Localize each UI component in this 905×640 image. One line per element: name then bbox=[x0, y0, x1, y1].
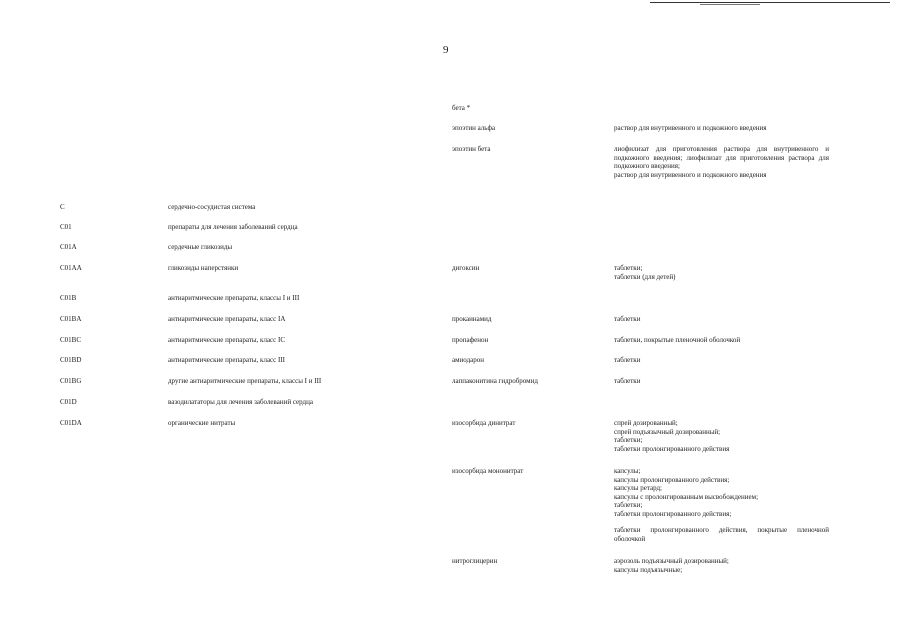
atc-code: C01AA bbox=[60, 264, 82, 272]
form-line: лиофилизат для приготовления раствора для внутривенного и подкожного введения; bbox=[614, 145, 829, 162]
dosage-forms-wrapped bbox=[614, 526, 829, 543]
atc-code: C01A bbox=[60, 243, 77, 251]
atc-group: антиаритмические препараты, класс III bbox=[168, 356, 286, 364]
drug-name: изосорбида динитрат bbox=[452, 419, 516, 427]
form-line: аэрозоль подъязычный дозированный; bbox=[614, 557, 729, 565]
atc-group: антиаритмические препараты, класс IC bbox=[168, 336, 286, 344]
drug-name: дигоксин bbox=[452, 264, 480, 272]
form-line: таблетки; bbox=[614, 501, 643, 509]
form-line: капсулы ретард; bbox=[614, 484, 662, 492]
atc-code: C01 bbox=[60, 223, 72, 231]
form-line: таблетки bbox=[614, 315, 641, 323]
form-line: спрей подъязычный дозированный; bbox=[614, 427, 721, 436]
drug-name: прокаинамид bbox=[452, 315, 492, 323]
drug-name: пропафенон bbox=[452, 336, 489, 344]
form-line: таблетки, покрытые пленочной оболочкой bbox=[614, 336, 741, 344]
form-line: капсулы подъязычные; bbox=[614, 565, 683, 574]
atc-code: C01BG bbox=[60, 377, 82, 385]
drug-name: бета * bbox=[452, 104, 471, 112]
form-line: таблетки bbox=[614, 377, 641, 385]
atc-code: C01BD bbox=[60, 356, 82, 364]
dosage-forms bbox=[614, 557, 729, 574]
form-line: таблетки; bbox=[614, 436, 643, 444]
form-line: раствор для внутривенного и подкожного введения bbox=[614, 124, 767, 132]
dosage-forms bbox=[614, 145, 829, 179]
form-line: спрей дозированный; bbox=[614, 419, 678, 427]
atc-group: другие антиаритмические препараты, классы I и III bbox=[168, 377, 322, 385]
drug-name: амиодарон bbox=[452, 356, 484, 364]
atc-code: C01BA bbox=[60, 315, 82, 323]
dosage-forms bbox=[614, 377, 640, 386]
atc-group: антиаритмические препараты, классы I и III bbox=[168, 294, 300, 302]
drug-name: эпоэтин альфа bbox=[452, 124, 496, 132]
dosage-forms bbox=[614, 356, 640, 365]
form-line: лиофилизат для приготовления раствора для подкожного введения; bbox=[614, 153, 829, 170]
atc-group: гликозиды наперстянки bbox=[168, 264, 239, 272]
dosage-forms bbox=[614, 419, 729, 453]
drug-name: эпоэтин бета bbox=[452, 145, 491, 153]
top-rule-1 bbox=[650, 2, 890, 3]
dosage-forms bbox=[614, 315, 640, 324]
form-line: капсулы; bbox=[614, 467, 641, 475]
dosage-forms bbox=[614, 467, 758, 518]
dosage-forms bbox=[614, 264, 675, 281]
atc-group: вазодилататоры для лечения заболеваний сердца bbox=[168, 398, 313, 406]
dosage-forms bbox=[614, 336, 740, 345]
form-line: капсулы с пролонгированным высвобождением; bbox=[614, 492, 759, 501]
atc-group: сердечные гликозиды bbox=[168, 243, 233, 251]
dosage-forms bbox=[614, 124, 767, 133]
atc-code: C01B bbox=[60, 294, 77, 302]
drug-name: изосорбида мононитрат bbox=[452, 467, 524, 475]
atc-code: C01DA bbox=[60, 419, 82, 427]
atc-group: антиаритмические препараты, класс IA bbox=[168, 315, 286, 323]
atc-group: препараты для лечения заболеваний сердца bbox=[168, 223, 298, 231]
drug-name: нитроглицерин bbox=[452, 557, 498, 565]
page-number: 9 bbox=[443, 44, 449, 56]
form-line: таблетки; bbox=[614, 264, 643, 272]
atc-group: органические нитраты bbox=[168, 419, 236, 427]
form-line: капсулы пролонгированного действия; bbox=[614, 475, 730, 484]
atc-group: сердечно-сосудистая система bbox=[168, 203, 256, 211]
top-rule-2 bbox=[700, 4, 760, 5]
drug-name: лаппаконитина гидробромид bbox=[452, 377, 538, 385]
atc-code: C01BC bbox=[60, 336, 82, 344]
atc-code: C bbox=[60, 203, 65, 211]
form-line: таблетки пролонгированного действия bbox=[614, 444, 730, 453]
form-line: таблетки (для детей) bbox=[614, 272, 676, 281]
form-line: таблетки пролонгированного действия; bbox=[614, 509, 732, 518]
atc-code: C01D bbox=[60, 398, 77, 406]
form-line: таблетки пролонгированного действия, покрытые пленочной оболочкой bbox=[614, 526, 829, 543]
form-line: раствор для внутривенного и подкожного введения bbox=[614, 170, 767, 179]
form-line: таблетки bbox=[614, 356, 641, 364]
